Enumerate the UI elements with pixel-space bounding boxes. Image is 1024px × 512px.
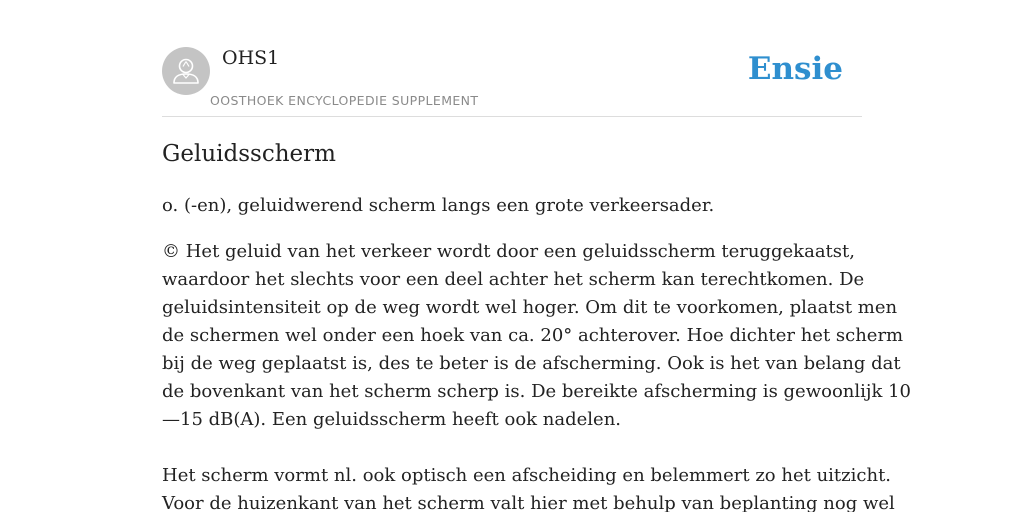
paragraph-break	[162, 434, 862, 462]
brand-logo[interactable]: Ensie	[747, 51, 843, 87]
paragraph-line: —15 dB(A). Een geluidsscherm heeft ook nadelen.	[162, 409, 622, 430]
paragraph-line: Voor de huizenkant van het scherm valt hier met behulp van beplanting nog wel	[162, 493, 895, 512]
avatar[interactable]	[162, 47, 210, 95]
lead-definition: o. (-en), geluidwerend scherm langs een grote verkeersader.	[162, 195, 715, 216]
author-name[interactable]: OHS1	[222, 47, 280, 69]
page-title: Geluidsscherm	[162, 141, 336, 167]
paragraph-line: de schermen wel onder een hoek van ca. 20° achterover. Hoe dichter het scherm	[162, 325, 904, 346]
paragraph-line: waardoor het slechts voor een deel achter het scherm kan terechtkomen. De	[162, 269, 865, 290]
user-icon	[162, 47, 210, 95]
article	[162, 138, 912, 512]
paragraph-line: © Het geluid van het verkeer wordt door een geluidsscherm teruggekaatst,	[162, 241, 855, 262]
paragraph-line: de bovenkant van het scherm scherp is. De bereikte afscherming is gewoonlijk 10	[162, 381, 912, 402]
paragraph-line: Het scherm vormt nl. ook optisch een afscheiding en belemmert zo het uitzicht.	[162, 465, 892, 486]
paragraph-line: bij de weg geplaatst is, des te beter is de afscherming. Ook is het van belang dat	[162, 353, 901, 374]
article-body	[162, 238, 912, 512]
header	[162, 46, 862, 117]
paragraph-line: geluidsintensiteit op de weg wordt wel hoger. Om dit te voorkomen, plaatst men	[162, 297, 898, 318]
source-label[interactable]: OOSTHOEK ENCYCLOPEDIE SUPPLEMENT	[210, 93, 479, 108]
